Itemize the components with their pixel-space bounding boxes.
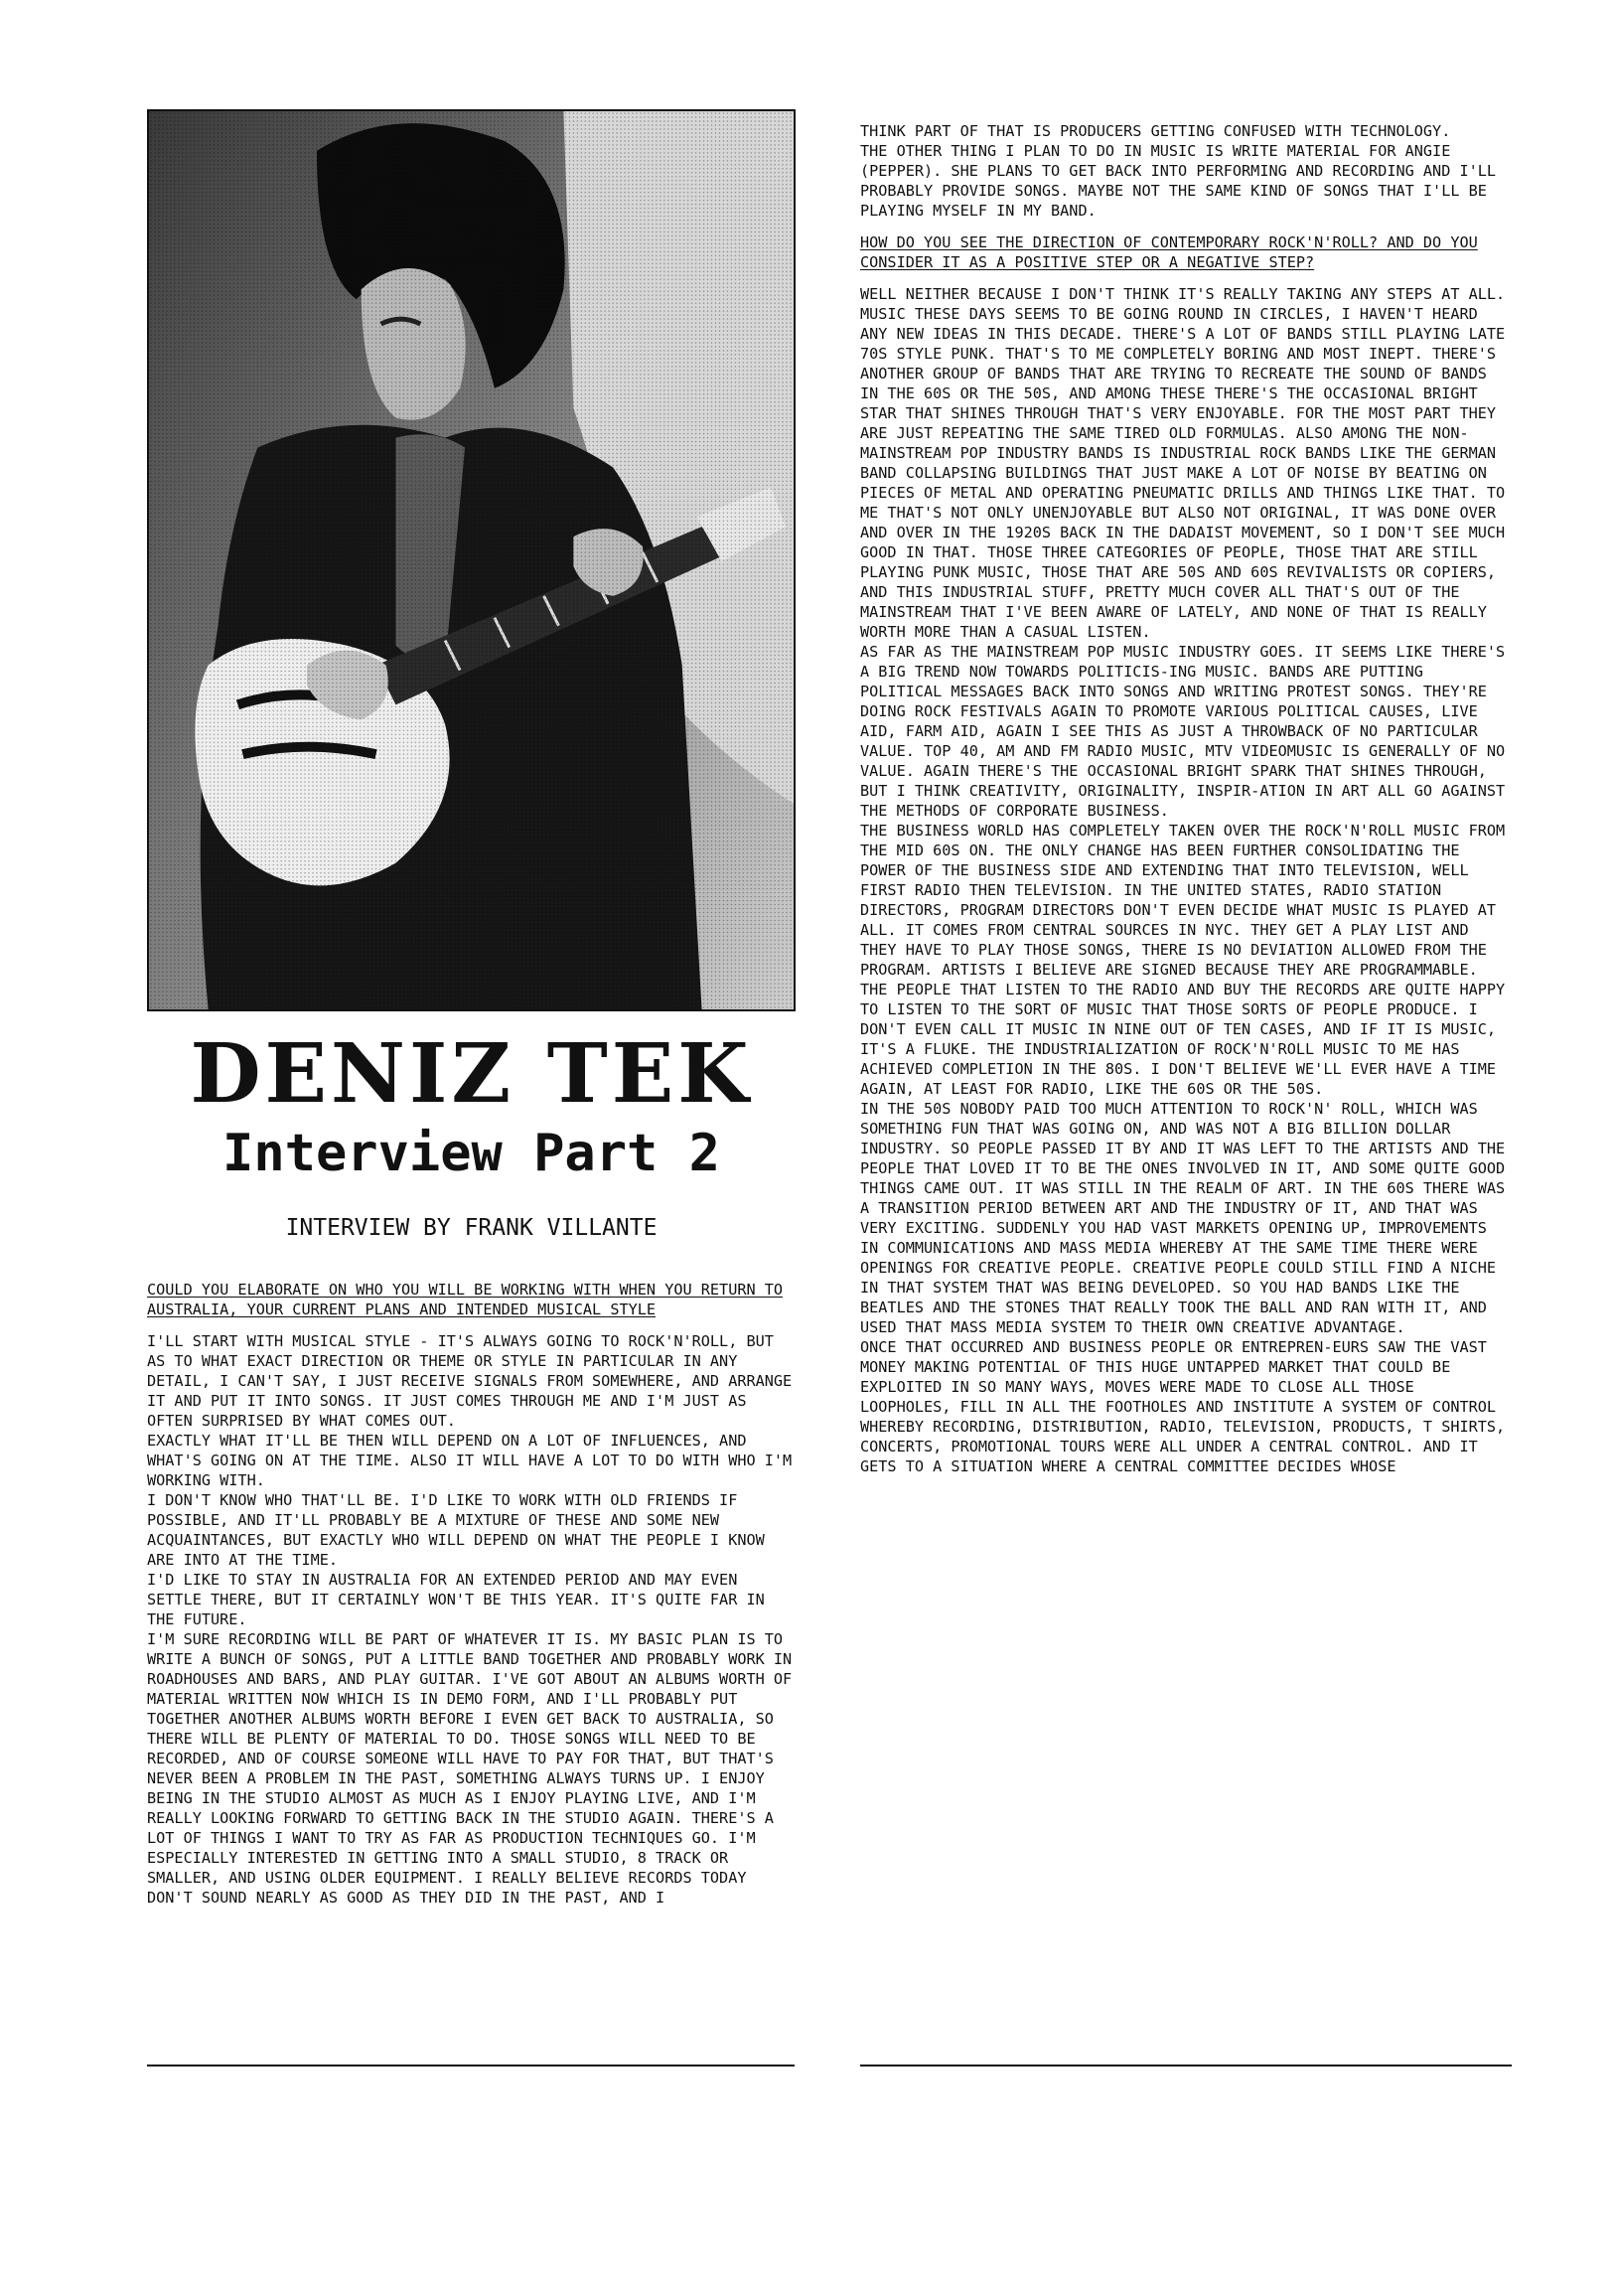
answer-paragraph: IN THE 50S NOBODY PAID TOO MUCH ATTENTION TO ROCK'N' ROLL, WHICH WAS SOMETHING FUN THAT WAS GOING ON, AND WAS NOT A BIG BILLION DOLLAR INDUSTRY. SO PEOPLE PASSED IT BY AND IT WAS LEFT TO THE ARTISTS AND THE PEOPLE THAT LOVED IT TO BE THE ONES INVOLVED IN IT, AND SOME QUITE GOOD THINGS CAME OUT. IT WAS STILL IN THE REALM OF ART. IN THE 60S THERE WAS A TRANSITION PERIOD BETWEEN ART AND THE INDUSTRY OF IT, AND THAT WAS VERY EXCITING. SUDDENLY YOU HAD VAST MARKETS OPENING UP, IMPROVEMENTS IN COMMUNICATIONS AND MASS MEDIA WHEREBY AT THE SAME TIME THERE WERE OPENINGS FOR CREATIVE PEOPLE. CREATIVE PEOPLE COULD STILL FIND A NICHE IN THAT SYSTEM THAT WAS BEING DEVELOPED. SO YOU HAD BANDS LIKE THE BEATLES AND THE STONES THAT REALLY TOOK THE BALL AND RAN WITH IT, AND USED THAT MASS MEDIA SYSTEM TO THEIR OWN CREATIVE ADVANTAGE. xyxy=(860,1100,1506,1336)
left-column-bottom-rule xyxy=(147,2065,795,2066)
answer-paragraph: I'M SURE RECORDING WILL BE PART OF WHATEVER IT IS. MY BASIC PLAN IS TO WRITE A BUNCH OF SONGS, PUT A LITTLE BAND TOGETHER AND PROBABLY WORK IN ROADHOUSES AND BARS, AND PLAY GUITAR. I'VE GOT ABOUT AN ALBUMS WORTH OF MATERIAL WRITTEN NOW WHICH IS IN DEMO FORM, AND I'LL PROBABLY PUT TOGETHER ANOTHER ALBUMS WORTH BEFORE I EVEN GET BACK TO AUSTRALIA, SO THERE WILL BE PLENTY OF MATERIAL TO DO. THOSE SONGS WILL NEED TO BE RECORDED, AND OF COURSE SOMEONE WILL HAVE TO PAY FOR THAT, BUT THAT'S NEVER BEEN A PROBLEM IN THE PAST, SOMETHING ALWAYS TURNS UP. I ENJOY BEING IN THE STUDIO ALMOST AS MUCH AS I ENJOY PLAYING LIVE, AND I'M REALLY LOOKING FORWARD TO GETTING BACK IN THE STUDIO AGAIN. THERE'S A LOT OF THINGS I WANT TO TRY AS FAR AS PRODUCTION TECHNIQUES GO. I'M ESPECIALLY INTERESTED IN GETTING INTO A SMALL STUDIO, 8 TRACK OR SMALLER, AND USING OLDER EQUIPMENT. I REALLY BELIEVE RECORDS TODAY DON'T SOUND NEARLY AS GOOD AS THEY DID IN THE PAST, AND I xyxy=(147,1630,793,1907)
answer-paragraph: THE OTHER THING I PLAN TO DO IN MUSIC IS WRITE MATERIAL FOR ANGIE (PEPPER). SHE PLANS TO GET BACK INTO PERFORMING AND RECORDING AND I'LL PROBABLY PROVIDE SONGS. MAYBE NOT THE SAME KIND OF SONGS THAT I'LL BE PLAYING MYSELF IN MY BAND. xyxy=(860,142,1497,220)
answer-paragraph: I DON'T KNOW WHO THAT'LL BE. I'D LIKE TO WORK WITH OLD FRIENDS IF POSSIBLE, AND IT'LL PROBABLY BE A MIXTURE OF THESE AND SOME NEW ACQUAINTANCES, BUT EXACTLY WHO WILL DEPEND ON WHAT THE PEOPLE I KNOW ARE INTO AT THE TIME. xyxy=(147,1491,765,1569)
left-column xyxy=(147,1280,795,1908)
answer-paragraph: THE PEOPLE THAT LISTEN TO THE RADIO AND BUY THE RECORDS ARE QUITE HAPPY TO LISTEN TO THE SORT OF MUSIC THAT THOSE SORTS OF PEOPLE PRODUCE. I DON'T EVEN CALL IT MUSIC IN NINE OUT OF TEN CASES, AND IF IT IS MUSIC, IT'S A FLUKE. THE INDUSTRIALIZATION OF ROCK'N'ROLL MUSIC TO ME HAS ACHIEVED COMPLETION IN THE 80S. I DON'T BELIEVE WE'LL EVER HAVE A TIME AGAIN, AT LEAST FOR RADIO, LIKE THE 60S OR THE 50S. xyxy=(860,981,1506,1098)
answer-paragraph: WELL NEITHER BECAUSE I DON'T THINK IT'S REALLY TAKING ANY STEPS AT ALL. MUSIC THESE DAYS SEEMS TO BE GOING ROUND IN CIRCLES, I HAVEN'T HEARD ANY NEW IDEAS IN THIS DECADE. THERE'S A LOT OF BANDS STILL PLAYING LATE 70S STYLE PUNK. THAT'S TO ME COMPLETELY BORING AND MOST INEPT. THERE'S ANOTHER GROUP OF BANDS THAT ARE TRYING TO RECREATE THE SOUND OF BANDS IN THE 60S OR THE 50S, AND AMONG THESE THERE'S THE OCCASIONAL BRIGHT STAR THAT SHINES THROUGH THAT'S VERY ENJOYABLE. FOR THE MOST PART THEY ARE JUST REPEATING THE SAME TIRED OLD FORMULAS. ALSO AMONG THE NON-MAINSTREAM POP INDUSTRY BANDS IS INDUSTRIAL ROCK BANDS LIKE THE GERMAN BAND COLLAPSING BUILDINGS THAT JUST MAKE A LOT OF NOISE BY BEATING ON PIECES OF METAL AND OPERATING PNEUMATIC DRILLS AND THINGS LIKE THAT. TO ME THAT'S NOT ONLY UNENJOYABLE BUT ALSO NOT ORIGINAL, IT WAS DONE OVER AND OVER IN THE 1920S BACK IN THE DADAIST MOVEMENT, SO I DON'T SEE MUCH GOOD IN THAT. THOSE THREE CATEGORIES OF PEOPLE, THOSE THAT ARE STILL PLAYING PUNK MUSIC, THOSE THAT ARE 50S AND 60S REVIVALISTS OR COPIERS, AND THIS INDUSTRIAL STUFF, PRETTY MUCH COVER ALL THAT'S OUT OF THE MAINSTREAM THAT I'VE BEEN AWARE OF LATELY, AND NONE OF THAT IS REALLY WORTH MORE THAN A CASUAL LISTEN. xyxy=(860,285,1506,641)
answer-paragraph: AS FAR AS THE MAINSTREAM POP MUSIC INDUSTRY GOES. IT SEEMS LIKE THERE'S A BIG TREND NOW TOWARDS POLITICIS-ING MUSIC. BANDS ARE PUTTING POLITICAL MESSAGES BACK INTO SONGS AND WRITING PROTEST SONGS. THEY'RE DOING ROCK FESTIVALS AGAIN TO PROMOTE VARIOUS POLITICAL CAUSES, LIVE AID, FARM AID, AGAIN I SEE THIS AS JUST A THROWBACK OF NO PARTICULAR VALUE. TOP 40, AM AND FM RADIO MUSIC, MTV VIDEOMUSIC IS GENERALLY OF NO VALUE. AGAIN THERE'S THE OCCASIONAL BRIGHT SPARK THAT SHINES THROUGH, BUT I THINK CREATIVITY, ORIGINALITY, INSPIR-ATION IN ART ALL GO AGAINST THE METHODS OF CORPORATE BUSINESS. xyxy=(860,643,1506,820)
answer-paragraph: ONCE THAT OCCURRED AND BUSINESS PEOPLE OR ENTREPREN-EURS SAW THE VAST MONEY MAKING POTENTIAL OF THIS HUGE UNTAPPED MARKET THAT COULD BE EXPLOITED IN SO MANY WAYS, MOVES WERE MADE TO CLOSE ALL THOSE LOOPHOLES, FILL IN ALL THE FOOTHOLES AND INSTITUTE A SYSTEM OF CONTROL WHEREBY RECORDING, DISTRIBUTION, RADIO, TELEVISION, PRODUCTS, T SHIRTS, CONCERTS, PROMOTIONAL TOURS WERE ALL UNDER A CENTRAL CONTROL. AND IT GETS TO A SITUATION WHERE A CENTRAL COMMITTEE DECIDES WHOSE xyxy=(860,1338,1506,1475)
article-subtitle: Interview Part 2 xyxy=(222,1124,720,1183)
article-byline: INTERVIEW BY FRANK VILLANTE xyxy=(285,1215,658,1241)
answer-paragraph: I'LL START WITH MUSICAL STYLE - IT'S ALWAYS GOING TO ROCK'N'ROLL, BUT AS TO WHAT EXACT DIRECTION OR THEME OR STYLE IN PARTICULAR IN ANY DETAIL, I CAN'T SAY, I JUST RECEIVE SIGNALS FROM SOMEWHERE, AND ARRANGE IT AND PUT IT INTO SONGS. IT JUST COMES THROUGH ME AND I'M JUST AS OFTEN SURPRISED BY WHAT COMES OUT. xyxy=(147,1332,793,1430)
answer-paragraph: I'D LIKE TO STAY IN AUSTRALIA FOR AN EXTENDED PERIOD AND MAY EVEN SETTLE THERE, BUT IT CERTAINLY WON'T BE THIS YEAR. IT'S QUITE FAR IN THE FUTURE. xyxy=(147,1571,765,1628)
answer-paragraph: THE BUSINESS WORLD HAS COMPLETELY TAKEN OVER THE ROCK'N'ROLL MUSIC FROM THE MID 60S ON. THE ONLY CHANGE HAS BEEN FURTHER CONSOLIDATING THE POWER OF THE BUSINESS SIDE AND EXTENDING THAT INTO TELEVISION, WELL FIRST RADIO THEN TELEVISION. IN THE UNITED STATES, RADIO STATION DIRECTORS, PROGRAM DIRECTORS DON'T EVEN DECIDE WHAT MUSIC IS PLAYED AT ALL. IT COMES FROM CENTRAL SOURCES IN NYC. THEY GET A PLAY LIST AND THEY HAVE TO PLAY THOSE SONGS, THERE IS NO DEVIATION ALLOWED FROM THE PROGRAM. ARTISTS I BELIEVE ARE SIGNED BECAUSE THEY ARE PROGRAMMABLE. xyxy=(860,822,1506,979)
right-column xyxy=(860,121,1508,1476)
answer-paragraph: THINK PART OF THAT IS PRODUCERS GETTING CONFUSED WITH TECHNOLOGY. xyxy=(860,122,1451,140)
right-column-bottom-rule xyxy=(860,2065,1512,2066)
guitarist-photo-icon xyxy=(149,111,794,1009)
answer-paragraph: EXACTLY WHAT IT'LL BE THEN WILL DEPEND ON A LOT OF INFLUENCES, AND WHAT'S GOING ON AT THE TIME. ALSO IT WILL HAVE A LOT TO DO WITH WHO I'M WORKING WITH. xyxy=(147,1432,793,1489)
interview-question-2: HOW DO YOU SEE THE DIRECTION OF CONTEMPORARY ROCK'N'ROLL? AND DO YOU CONSIDER IT AS A POSITIVE STEP OR A NEGATIVE STEP? xyxy=(860,233,1478,271)
guitarist-photo xyxy=(147,109,796,1011)
interview-question-1: COULD YOU ELABORATE ON WHO YOU WILL BE WORKING WITH WHEN YOU RETURN TO AUSTRALIA, YOUR CURRENT PLANS AND INTENDED MUSICAL STYLE xyxy=(147,1281,784,1318)
article-title: DENIZ TEK xyxy=(190,1026,753,1122)
